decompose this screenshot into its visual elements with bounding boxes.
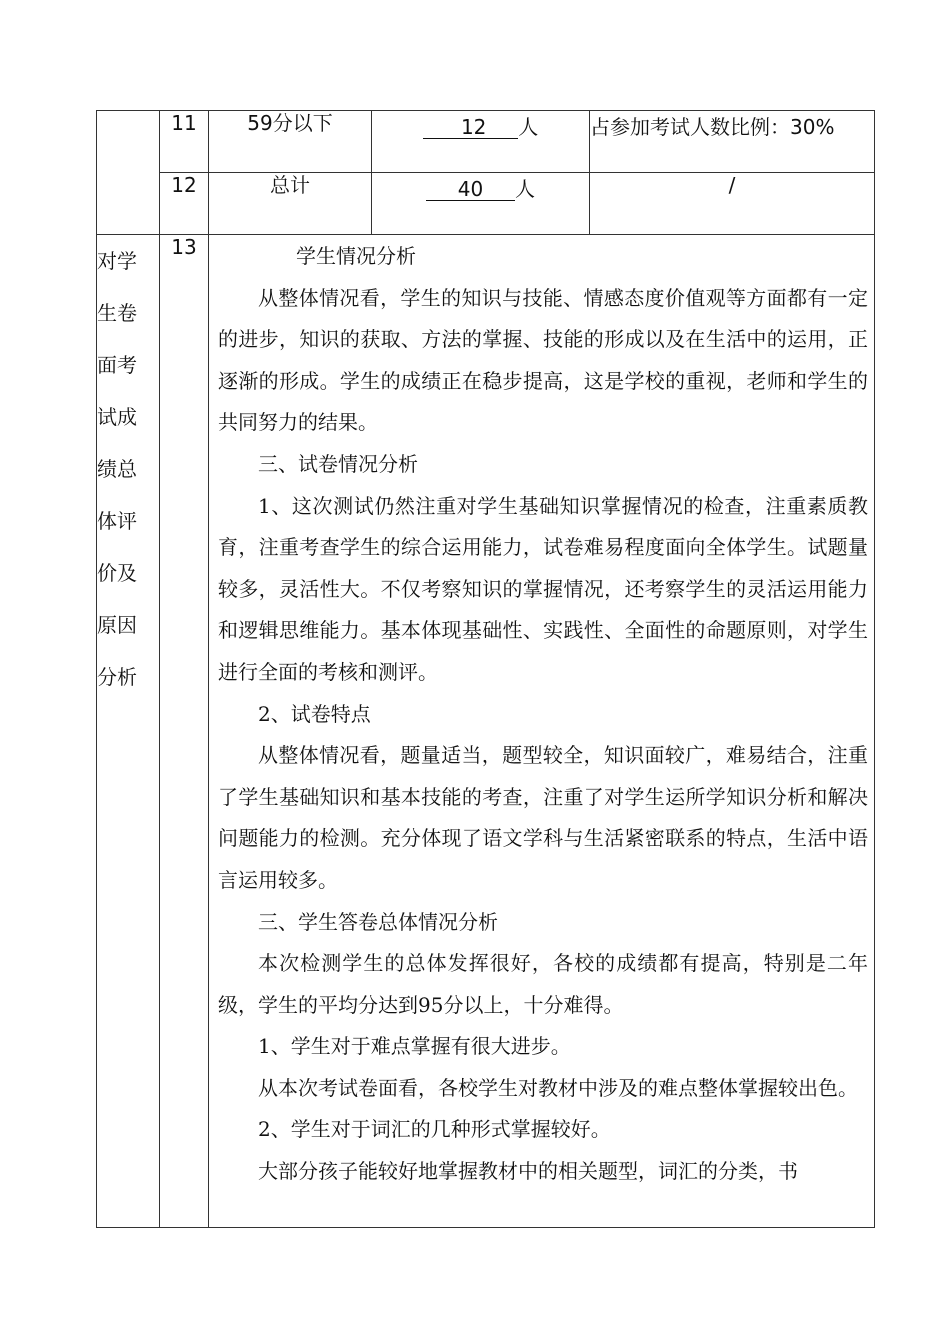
count-unit: 人 xyxy=(515,177,536,201)
section-heading: 1、学生对于难点掌握有很大进步。 xyxy=(258,1034,571,1059)
category-cell xyxy=(97,235,160,1228)
analysis-paragraph: 本次检测学生的总体发挥很好，各校的成绩都有提高，特别是二年级，学生的平均分达到95分以上，十分难得。 xyxy=(218,951,868,1017)
empty-category-cell xyxy=(97,111,160,235)
analysis-paragraph: 从整体情况看，学生的知识与技能、情感态度价值观等方面都有一定的进步，知识的获取、方法的掌握、技能的形成以及在生活中的运用，正逐渐的形成。学生的成绩正在稳步提高，这是学校的重视，老师和学生的共同努力的结果。 xyxy=(218,285,868,435)
analysis-paragraph: 从整体情况看，题量适当，题型较全，知识面较广，难易结合，注重了学生基础知识和基本技能的考查，注重了对学生运所学知识分析和解决问题能力的检测。充分体现了语文学科与生活紧密联系的特点，生活中语言运用较多。 xyxy=(218,743,868,892)
table-row xyxy=(97,111,875,173)
analysis-paragraph: 从本次考试卷面看，各校学生对教材中涉及的难点整体掌握较出色。 xyxy=(258,1075,858,1100)
row-number: 13 xyxy=(160,235,209,1228)
student-count xyxy=(372,173,590,235)
category-label: 对学生卷面考试成绩总体评价及原因分析 xyxy=(97,249,137,689)
section-heading: 三、试卷情况分析 xyxy=(258,451,418,476)
count-underline xyxy=(426,178,515,201)
section-heading: 2、试卷特点 xyxy=(258,701,371,726)
section-heading: 2、学生对于词汇的几种形式掌握较好。 xyxy=(258,1117,611,1142)
ratio-note: 占参加考试人数比例：30% xyxy=(590,111,875,173)
analysis-title: 学生情况分析 xyxy=(296,244,416,268)
row-number: 12 xyxy=(160,173,209,235)
ratio-note: / xyxy=(590,173,875,235)
analysis-text xyxy=(218,235,868,1193)
analysis-cell xyxy=(209,235,875,1228)
analysis-paragraph: 大部分孩子能较好地掌握教材中的相关题型，词汇的分类，书 xyxy=(258,1159,798,1184)
count-unit: 人 xyxy=(518,115,539,139)
table-row xyxy=(97,173,875,235)
score-range-label: 59分以下 xyxy=(209,111,372,173)
row-number: 11 xyxy=(160,111,209,173)
count-underline xyxy=(423,116,518,139)
count-value: 40 xyxy=(457,177,484,201)
table-row xyxy=(97,235,875,1228)
count-value: 12 xyxy=(460,115,487,139)
student-count xyxy=(372,111,590,173)
section-heading: 三、学生答卷总体情况分析 xyxy=(258,909,498,934)
total-label: 总计 xyxy=(209,173,372,235)
analysis-paragraph: 1、这次测试仍然注重对学生基础知识掌握情况的检查，注重素质教育，注重考查学生的综合运用能力，试卷难易程度面向全体学生。试题量较多，灵活性大。不仅考察知识的掌握情况，还考察学生的灵活运用能力和逻辑思维能力。基本体现基础性、实践性、全面性的命题原则，对学生进行全面的考核和测评。 xyxy=(218,493,868,684)
score-analysis-table xyxy=(96,110,875,1228)
